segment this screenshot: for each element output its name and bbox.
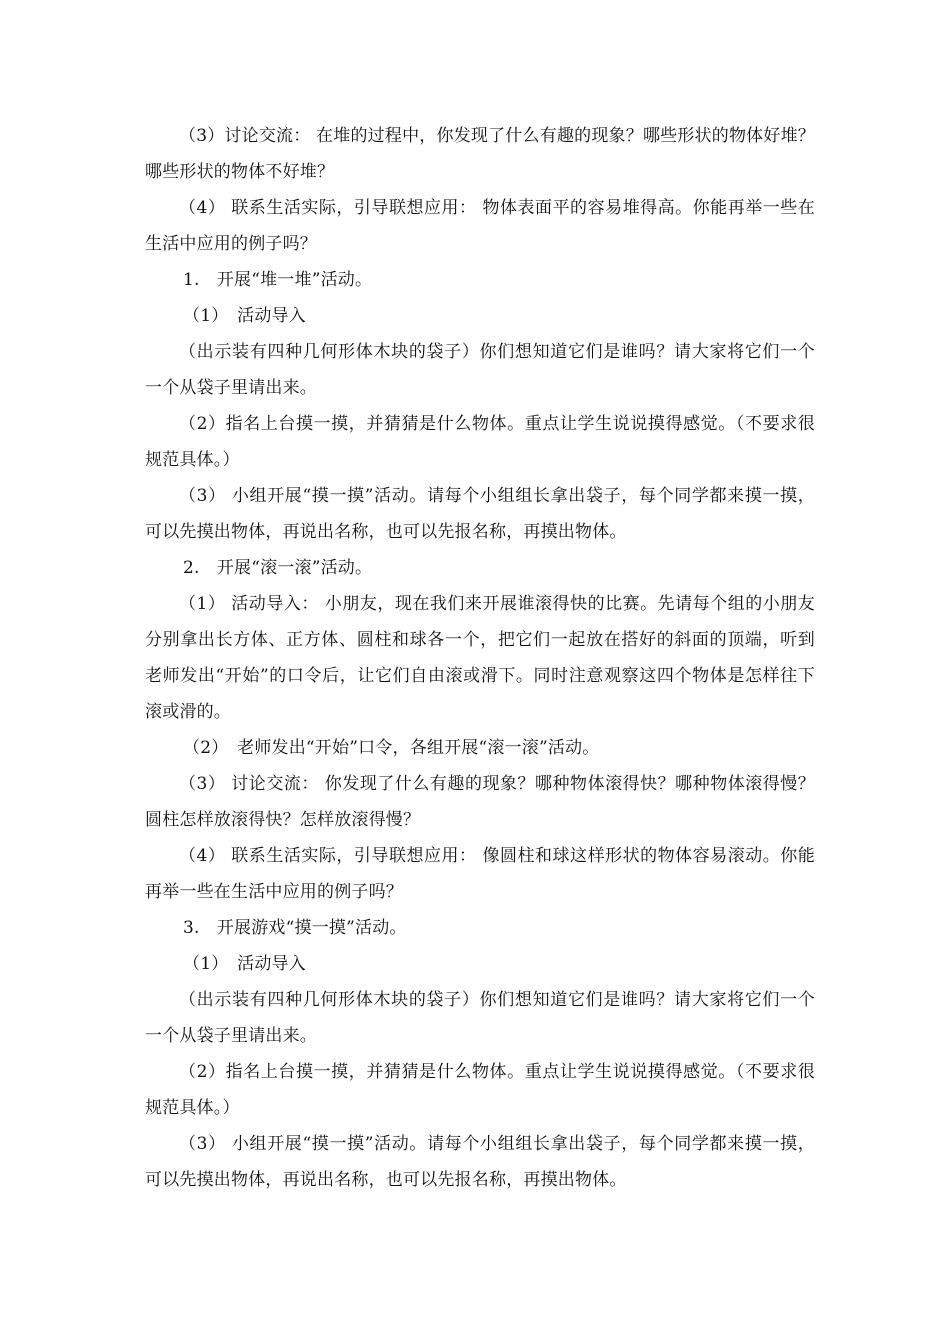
paragraph-group-touch-1: （3） 小组开展“摸一摸”活动。请每个小组组长拿出袋子，每个同学都来摸一摸，可以先摸出物体，再说出名称，也可以先报名称，再摸出物体。 (145, 486, 815, 542)
paragraph-discussion-stacking: （3）讨论交流： 在堆的过程中，你发现了什么有趣的现象？哪些形状的物体好堆？哪些形状的物体不好堆？ (145, 126, 815, 182)
paragraph-application-stacking: （4） 联系生活实际，引导联想应用： 物体表面平的容易堆得高。你能再举一些在生活中应用的例子吗？ (145, 198, 815, 254)
paragraph-show-bag-2: （出示装有四种几何形体木块的袋子）你们想知道它们是谁吗？请大家将它们一个一个从袋子里请出来。 (145, 990, 815, 1046)
paragraph-touch-guess-1: （2）指名上台摸一摸，并猜猜是什么物体。重点让学生说说摸得感觉。（不要求很规范具体。） (145, 414, 815, 470)
paragraph-activity-intro-2: （1） 活动导入 (183, 954, 306, 974)
paragraph-group-touch-2: （3） 小组开展“摸一摸”活动。请每个小组组长拿出袋子，每个同学都来摸一摸，可以先摸出物体，再说出名称，也可以先报名称，再摸出物体。 (145, 1134, 815, 1190)
paragraph-show-bag-1: （出示装有四种几何形体木块的袋子）你们想知道它们是谁吗？请大家将它们一个一个从袋子里请出来。 (145, 342, 815, 398)
section-heading-touch-game: 3. 开展游戏“摸一摸”活动。 (183, 918, 407, 938)
paragraph-activity-intro-1: （1） 活动导入 (183, 306, 306, 326)
section-heading-stack-activity: 1. 开展“堆一堆”活动。 (183, 270, 373, 290)
document-body (145, 118, 815, 1198)
paragraph-roll-application: （4） 联系生活实际，引导联想应用： 像圆柱和球这样形状的物体容易滚动。你能再举一些在生活中应用的例子吗？ (145, 846, 815, 902)
section-heading-roll-activity: 2. 开展“滚一滚”活动。 (183, 558, 373, 578)
paragraph-roll-discussion: （3） 讨论交流： 你发现了什么有趣的现象？哪种物体滚得快？哪种物体滚得慢？ 圆柱怎样放滚得快？怎样放滚得慢？ (145, 774, 815, 830)
paragraph-roll-intro: （1） 活动导入： 小朋友，现在我们来开展谁滚得快的比赛。先请每个组的小朋友分别拿出长方体、正方体、圆柱和球各一个，把它们一起放在搭好的斜面的顶端，听到老师发出“开始”的口令后，让它们自由滚或滑下。同时注意观察这四个物体是怎样往下滚或滑的。 (145, 594, 815, 722)
paragraph-roll-start: （2） 老师发出“开始”口令，各组开展“滚一滚”活动。 (183, 738, 600, 758)
paragraph-touch-guess-2: （2）指名上台摸一摸，并猜猜是什么物体。重点让学生说说摸得感觉。（不要求很规范具体。） (145, 1062, 815, 1118)
